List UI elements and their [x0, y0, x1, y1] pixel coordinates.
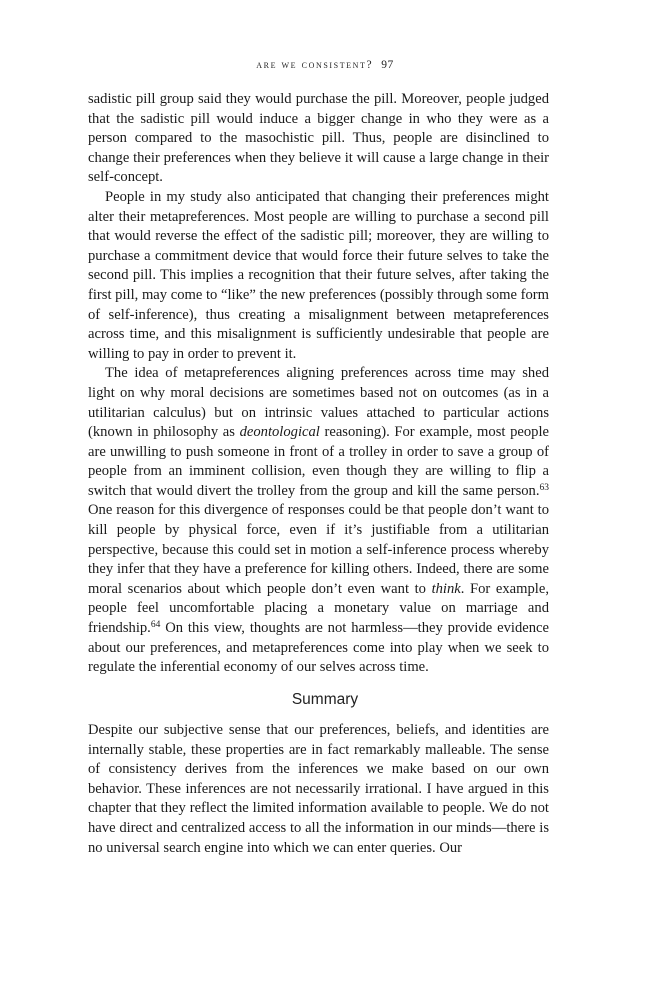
- footnote-ref-63[interactable]: 63: [539, 482, 549, 493]
- paragraph-3-part-5: On this view, thoughts are not harmless—they provide evidence about our preferences, and metapreferences come into play when we seek to regulate the inferential economy of our selves across time.: [88, 620, 549, 676]
- paragraph-2: People in my study also anticipated that changing their preferences might alter their metapreferences. Most people are willing to purchase a second pill that would reverse the effect of the sadistic pill; moreover, they are willing to purchase a commitment device that would force their future selves to take the second pill. This implies a recognition that their future selves, after taking the first pill, may come to “like” the new preferences (possibly through some form of self-inference), thus creating a misalignment between metapreferences across time, and this misalignment is sufficiently undesirable that people are willing to pay in order to prevent it.: [88, 188, 549, 362]
- paragraph-3-italic-deontological: deontological: [239, 424, 320, 441]
- body-text: [88, 90, 549, 678]
- summary-paragraph: Despite our subjective sense that our preferences, beliefs, and identities are internally stable, these properties are in fact remarkably malleable. The sense of consistency derives from the inferences we make based on our own behavior. These inferences are not necessarily irrational. I have argued in this chapter that they reflect the limited information available to people. We do not have direct and centralized access to all the information in our minds—there is no universal search engine into which we can enter queries. Our: [88, 722, 549, 856]
- running-head: [0, 59, 650, 71]
- paragraph-3-part-3: One reason for this divergence of responses could be that people don’t want to kill people by physical force, even if it’s justifiable from a utilitarian perspective, because this could set in motion a self-inference process whereby they infer that they have a preference for killing others. Indeed, there are some moral scenarios about which people don’t even want to: [88, 502, 549, 597]
- page-number: 97: [381, 59, 394, 71]
- summary-text: [88, 721, 549, 858]
- section-heading-summary: Summary: [291, 691, 359, 708]
- paragraph-3-italic-think: think: [431, 580, 461, 597]
- paragraph-1: sadistic pill group said they would purchase the pill. Moreover, people judged that the sadistic pill would induce a bigger change in who they were as a person compared to the masochistic pill. Thus, people are disinclined to change their preferences when they believe it will cause a large change in their self-concept.: [88, 91, 549, 186]
- paragraph-3-part-4: . For example, people feel uncomfortable placing a monetary value on marriage and friendship.: [88, 580, 549, 637]
- footnote-ref-64[interactable]: 64: [150, 620, 161, 631]
- paragraph-3-part-1: The idea of metapreferences aligning preferences across time may shed light on why moral decisions are sometimes based not on outcomes (as in a utilitarian calculus) but on intrinsic values attached to particular actions (known in philosophy as: [88, 365, 549, 441]
- paragraph-3: [88, 364, 549, 678]
- running-head-title: are we consistent?: [256, 59, 374, 71]
- paragraph-3-part-2: reasoning). For example, most people are unwilling to push someone in front of a trolley in order to save a group of people from an imminent collision, even though they are willing to flip a switch that would divert the trolley from the group and kill the same person.: [88, 424, 549, 499]
